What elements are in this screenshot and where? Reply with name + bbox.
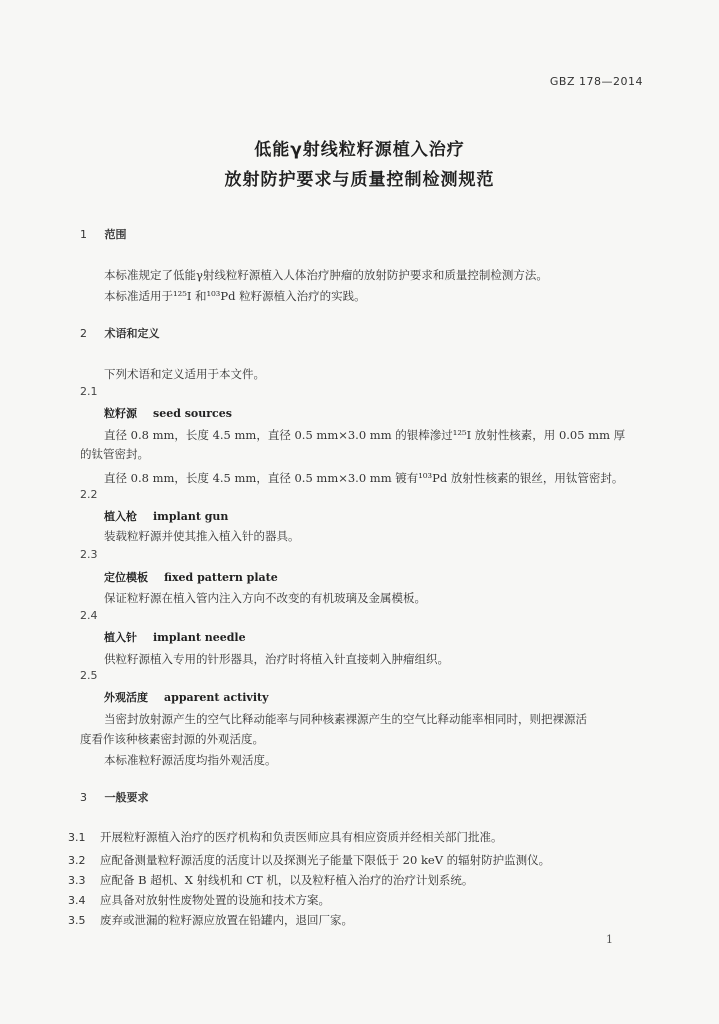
item-text: 应配备测量粒籽源活度的活度计以及探测光子能量下限低于 20 keV 的辐射防护监测仪。 [100, 853, 551, 867]
item-number: 3.5 [68, 914, 86, 927]
paragraph: 本标准适用于¹²⁵I 和¹⁰³Pd 粒籽源植入治疗的实践。 [104, 289, 366, 303]
item-number: 3.3 [68, 874, 86, 887]
list-item [68, 872, 473, 888]
term-heading [104, 508, 228, 524]
term-heading [104, 689, 268, 705]
section-3-heading [80, 789, 149, 805]
term-en: implant gun [153, 510, 229, 523]
term-heading [104, 629, 246, 645]
term-en: fixed pattern plate [164, 571, 278, 584]
page-number: 1 [606, 933, 613, 946]
list-item [68, 852, 550, 868]
item-number: 3.4 [68, 894, 86, 907]
paragraph: 装载粒籽源并使其推入植入针的器具。 [104, 529, 300, 543]
list-item [68, 912, 353, 928]
paragraph: 供粒籽源植入专用的针形器具，治疗时将植入针直接刺入肿瘤组织。 [104, 652, 449, 666]
paragraph: 本标准粒籽源活度均指外观活度。 [104, 753, 277, 767]
title-line-2: 放射防护要求与质量控制检测规范 [224, 170, 495, 190]
section-number: 3 [80, 791, 87, 804]
paragraph: 当密封放射源产生的空气比释动能率与同种核素裸源产生的空气比释动能率相同时，则把裸源活 [104, 712, 587, 726]
paragraph: 直径 0.8 mm，长度 4.5 mm，直径 0.5 mm×3.0 mm 镀有¹⁰³Pd 放射性核素的银丝，用钛管密封。 [104, 471, 624, 485]
term-en: seed sources [153, 407, 232, 420]
term-zh: 定位模板 [104, 571, 148, 584]
paragraph: 直径 0.8 mm，长度 4.5 mm，直径 0.5 mm×3.0 mm 的银棒滲过¹²⁵I 放射性核素，用 0.05 mm 厚 [104, 428, 626, 442]
list-item [68, 829, 503, 845]
item-text: 废弃或泄漏的粒籽源应放置在铅罐内，退回厂家。 [100, 913, 353, 927]
item-text: 应具备对放射性废物处置的设施和技术方案。 [100, 893, 330, 907]
term-heading [104, 405, 232, 421]
standard-code: GBZ 178—2014 [549, 75, 643, 88]
item-text: 开展粒籽源植入治疗的医疗机构和负责医师应具有相应资质并经相关部门批准。 [100, 830, 503, 844]
term-number: 2.1 [80, 385, 98, 398]
item-number: 3.1 [68, 831, 86, 844]
section-number: 2 [80, 327, 87, 340]
section-1-heading [80, 226, 127, 242]
term-zh: 植入针 [104, 631, 137, 644]
term-heading [104, 569, 278, 585]
section-title: 术语和定义 [104, 327, 160, 340]
term-zh: 植入枪 [104, 510, 137, 523]
paragraph: 保证粒籽源在植入管内注入方向不改变的有机玻璃及金属模板。 [104, 591, 426, 605]
term-number: 2.4 [80, 609, 98, 622]
term-zh: 粒籽源 [104, 407, 137, 420]
item-number: 3.2 [68, 854, 86, 867]
paragraph: 的钛管密封。 [80, 447, 149, 461]
section-title: 范围 [104, 228, 127, 241]
term-number: 2.3 [80, 548, 98, 561]
paragraph: 度看作该种核素密封源的外观活度。 [80, 732, 264, 746]
term-number: 2.2 [80, 488, 98, 501]
term-en: implant needle [153, 631, 246, 644]
list-item [68, 892, 330, 908]
term-number: 2.5 [80, 669, 98, 682]
section-2-heading [80, 325, 160, 341]
term-en: apparent activity [164, 691, 269, 704]
paragraph: 本标准规定了低能γ射线粒籽源植入人体治疗肿瘤的放射防护要求和质量控制检测方法。 [104, 268, 548, 282]
paragraph: 下列术语和定义适用于本文件。 [104, 367, 265, 381]
section-number: 1 [80, 228, 87, 241]
title-line-1: 低能γ射线粒籽源植入治疗 [254, 140, 465, 160]
section-title: 一般要求 [104, 791, 149, 804]
term-zh: 外观活度 [104, 691, 148, 704]
item-text: 应配备 B 超机、X 射线机和 CT 机，以及粒籽植入治疗的治疗计划系统。 [100, 873, 474, 887]
